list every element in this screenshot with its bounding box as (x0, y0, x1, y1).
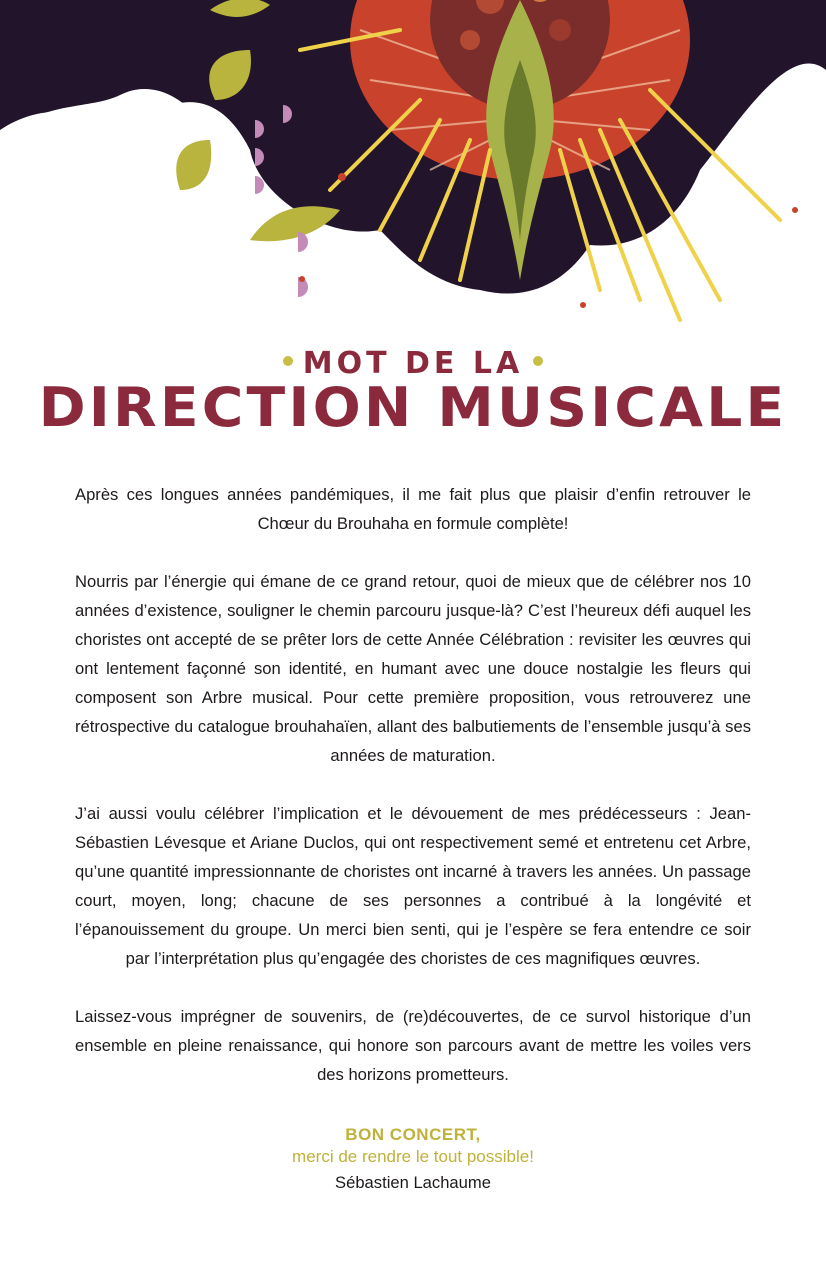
bullet-dot-right (533, 356, 543, 366)
closing-line1: BON CONCERT, (345, 1125, 481, 1144)
signature: Sébastien Lachaume (335, 1173, 491, 1192)
body-text (75, 480, 751, 1118)
paragraph-1: Après ces longues années pandémiques, il me fait plus que plaisir d’enfin retrouver le Chœur du Brouhaha en formule complète! (75, 485, 751, 533)
paragraph-4: Laissez-vous imprégner de souvenirs, de (re)découvertes, de ce survol historique d’un ensemble en pleine renaissance, qui honore son parcours avant de mettre les voiles vers des horizons prometteurs. (75, 1007, 751, 1084)
bullet-dot-left (283, 356, 293, 366)
paragraph-2: Nourris par l’énergie qui émane de ce grand retour, quoi de mieux que de célébrer nos 10 années d’existence, souligner le chemin parcouru jusque-là? C’est l’heureux défi auquel les choristes ont accepté de se prêter lors de cette Année Célébration : revisiter les œuvres qui ont lentement façonné son identité, en humant avec une douce nostalgie les fleurs qui composent son Arbre musical. Pour cette première proposition, vous retrouverez une rétrospective du catalogue brouhahaïen, allant des balbutiements de l’ensemble jusqu’à ses années de maturation. (75, 572, 751, 765)
header-artwork (0, 0, 826, 340)
paragraph-3: J’ai aussi voulu célébrer l’implication et le dévouement de mes prédécesseurs : Jean-Sébastien Lévesque et Ariane Duclos, qui ont respectivement semé et entretenu cet Arbre, qu’une quantité impressionnante de choristes ont incarné à travers les années. Un passage court, moyen, long; chacune de ses personnes a contribué à la longévité et l’épanouissement du groupe. Un merci bien senti, qui je l’espère se fera entendre ce soir par l’interprétation plus qu’engagée des choristes de ces magnifiques œuvres. (75, 804, 751, 968)
closing-line2: merci de rendre le tout possible! (292, 1147, 534, 1166)
heading-line2: DIRECTION MUSICALE (38, 376, 788, 439)
closing (0, 1124, 826, 1198)
heading-line1-text: MOT DE LA (302, 346, 524, 381)
